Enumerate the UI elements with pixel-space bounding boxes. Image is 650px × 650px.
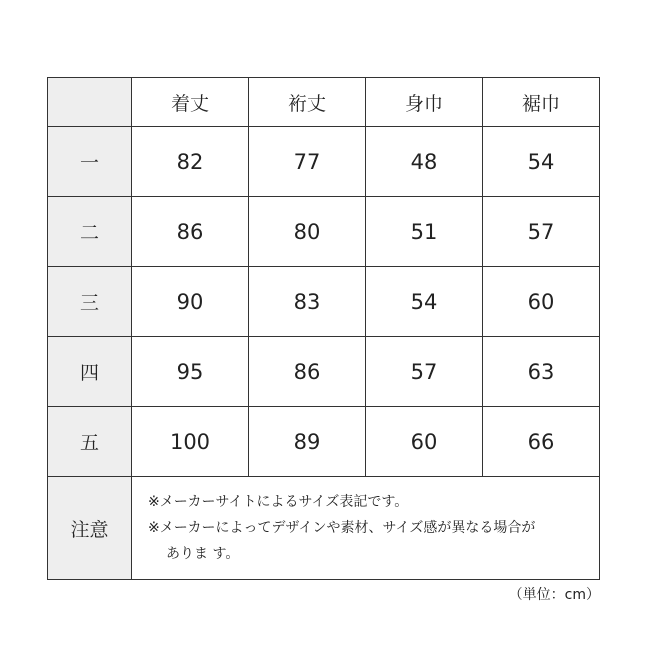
- row-label: 四: [48, 337, 132, 407]
- table-cell: 77: [249, 127, 366, 197]
- note-line: ※メーカーによってデザインや素材、サイズ感が異なる場合が: [148, 520, 536, 536]
- table-row: [48, 407, 600, 477]
- header-row: [48, 78, 600, 127]
- table-cell: 54: [483, 127, 600, 197]
- table-row: [48, 197, 600, 267]
- table-cell: 60: [366, 407, 483, 477]
- unit-label: （単位：cm）: [508, 587, 600, 603]
- table-row: [48, 127, 600, 197]
- table-cell: 57: [366, 337, 483, 407]
- row-label: 三: [48, 267, 132, 337]
- header-cell-width: 身巾: [366, 78, 483, 127]
- row-label: 一: [48, 127, 132, 197]
- header-corner-cell: [48, 78, 132, 127]
- size-table: [47, 77, 600, 580]
- note-row: [48, 477, 600, 580]
- table-cell: 83: [249, 267, 366, 337]
- table-cell: 66: [483, 407, 600, 477]
- table-cell: 80: [249, 197, 366, 267]
- table-row: [48, 267, 600, 337]
- note-line: ありま す。: [166, 546, 240, 562]
- table-cell: 89: [249, 407, 366, 477]
- table-cell: 51: [366, 197, 483, 267]
- table-cell: 54: [366, 267, 483, 337]
- table-cell: 86: [132, 197, 249, 267]
- header-cell-hem: 裾巾: [483, 78, 600, 127]
- table-cell: 100: [132, 407, 249, 477]
- table-cell: 57: [483, 197, 600, 267]
- table-cell: 60: [483, 267, 600, 337]
- note-label: 注意: [48, 477, 132, 580]
- table-row: [48, 337, 600, 407]
- table-cell: 48: [366, 127, 483, 197]
- row-label: 二: [48, 197, 132, 267]
- row-label: 五: [48, 407, 132, 477]
- header-cell-sleeve: 裄丈: [249, 78, 366, 127]
- note-line: ※メーカーサイトによるサイズ表記です。: [148, 494, 409, 510]
- table-cell: 90: [132, 267, 249, 337]
- note-text: [132, 477, 600, 580]
- table-cell: 95: [132, 337, 249, 407]
- table-cell: 82: [132, 127, 249, 197]
- header-cell-length: 着丈: [132, 78, 249, 127]
- table-cell: 86: [249, 337, 366, 407]
- table-cell: 63: [483, 337, 600, 407]
